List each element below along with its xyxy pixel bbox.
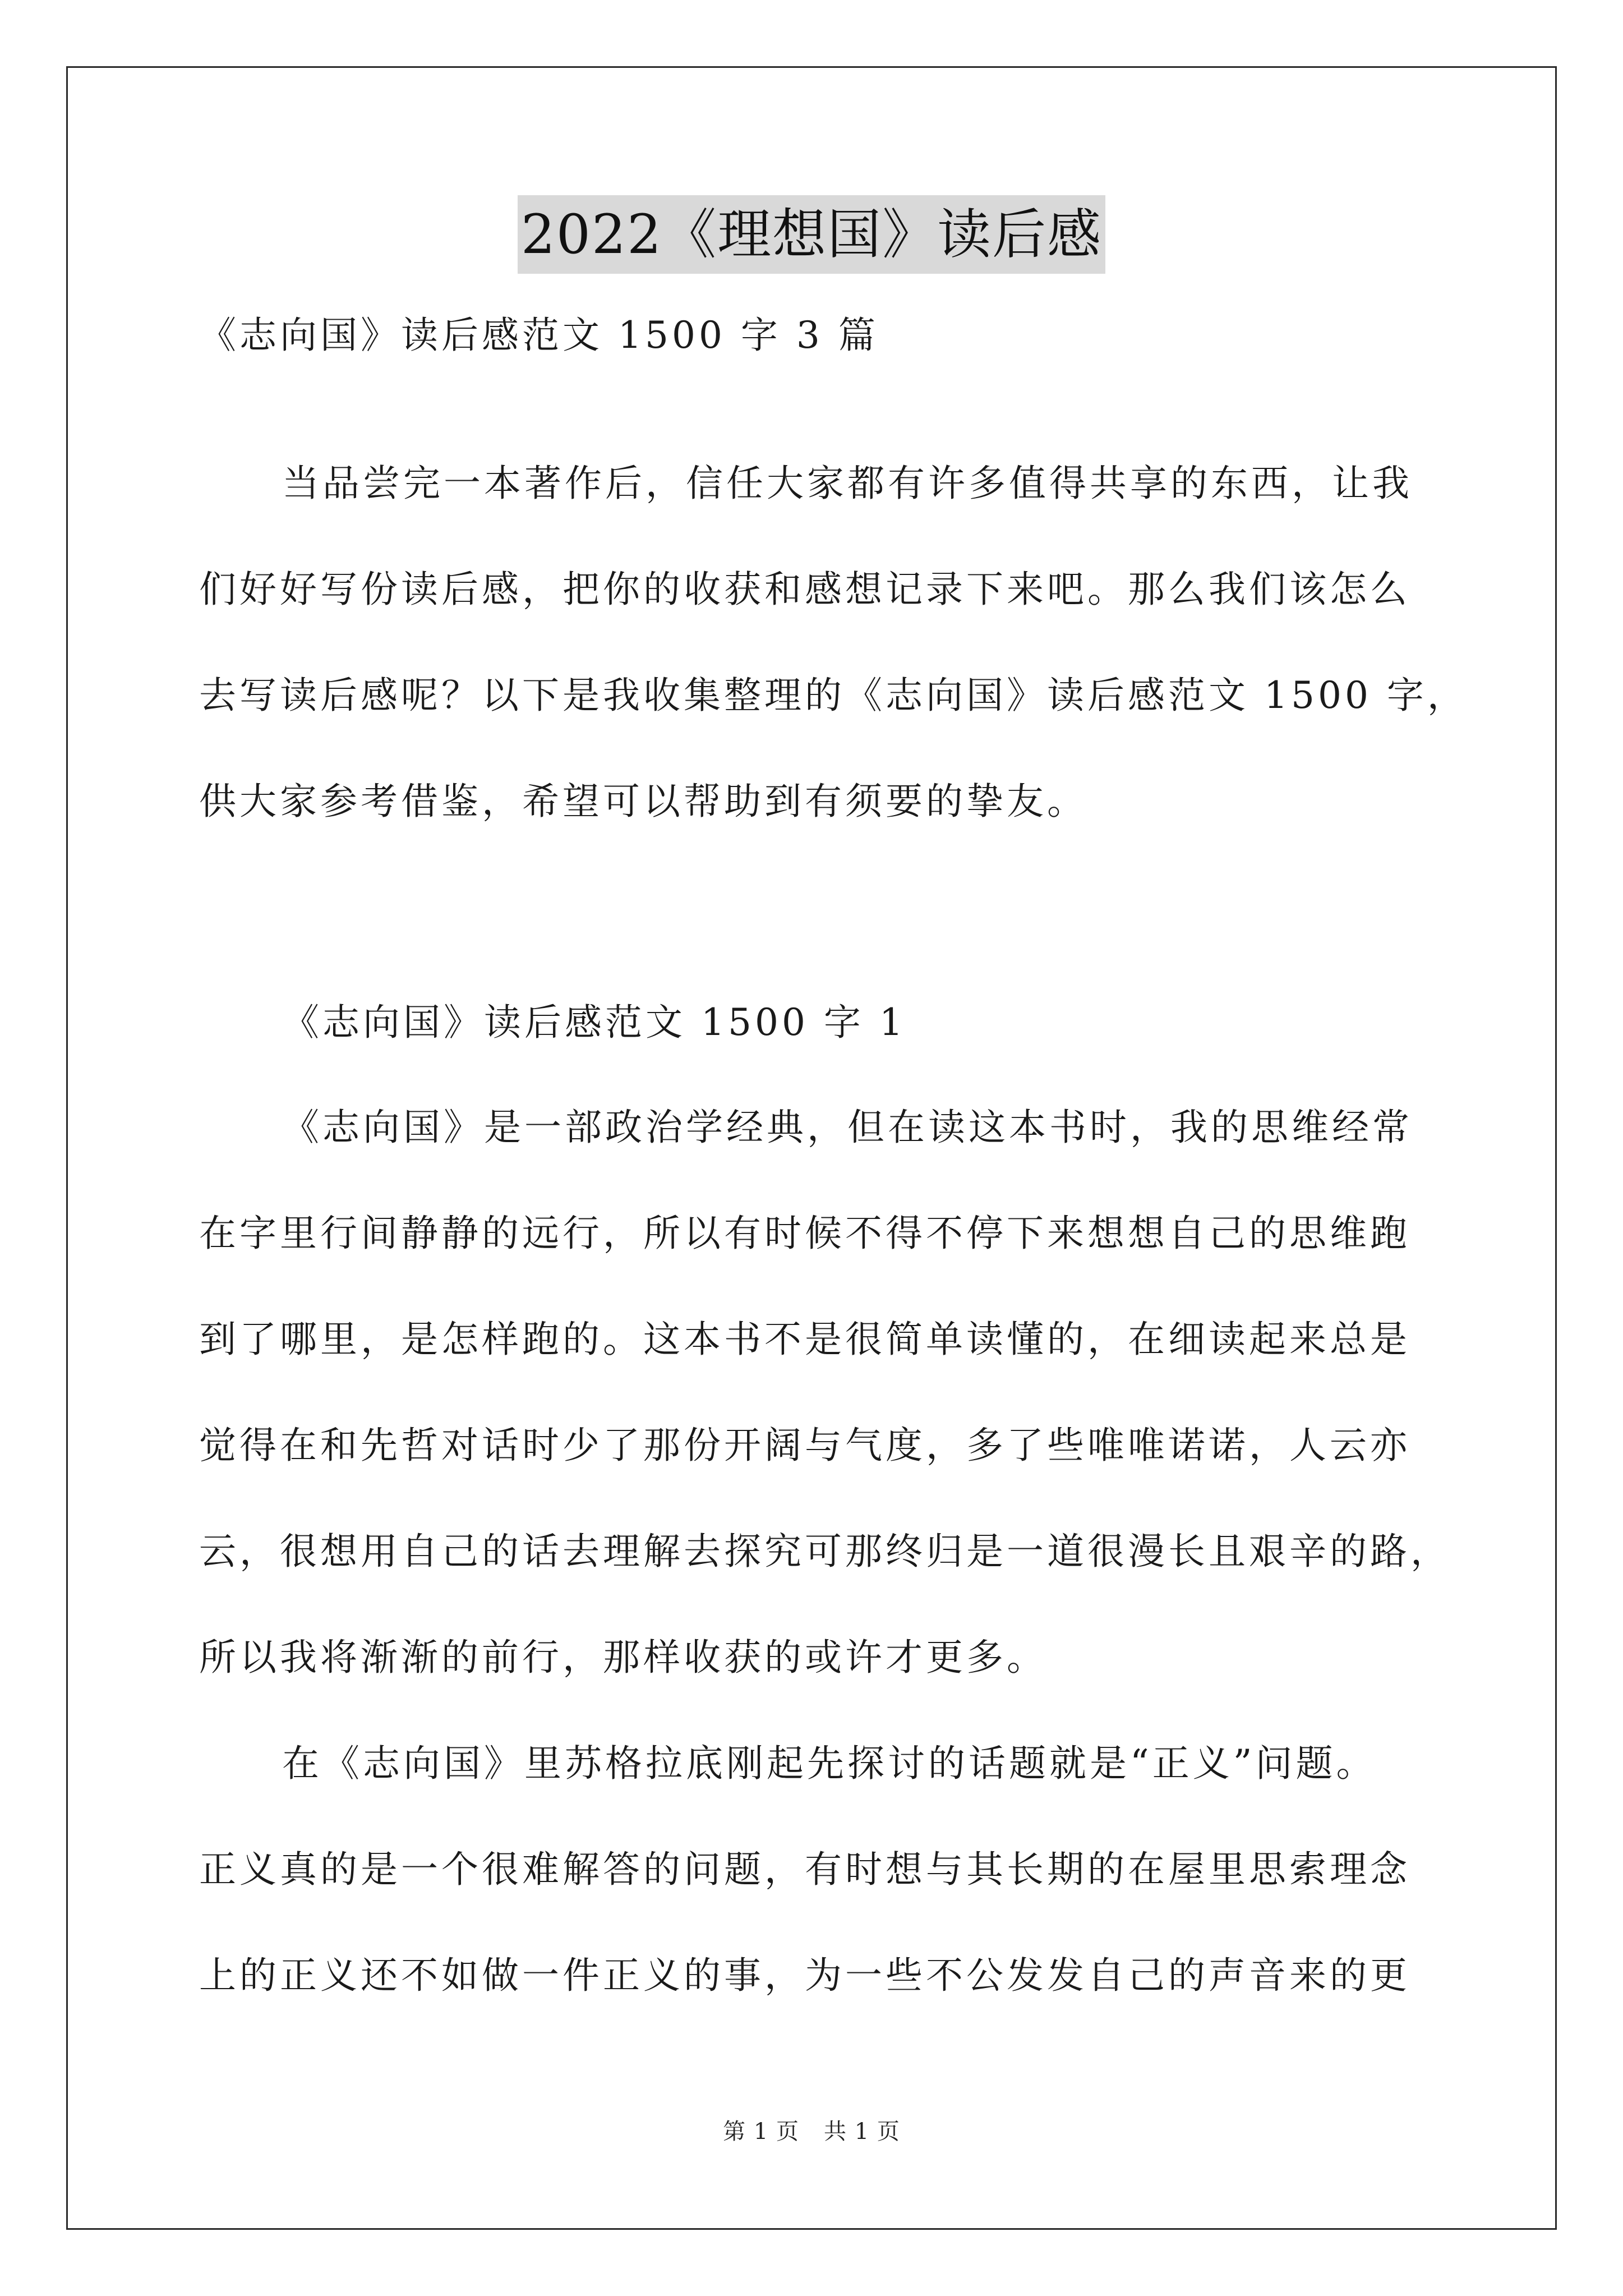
intro-line: 们好好写份读后感，把你的收获和感想记录下来吧。那么我们该怎么 bbox=[199, 568, 1410, 611]
paragraph-line: 上的正义还不如做一件正义的事，为一些不公发发自己的声音来的更 bbox=[199, 1954, 1410, 1997]
document-title: 2022《理想国》读后感 bbox=[518, 195, 1105, 274]
paragraph-line: 觉得在和先哲对话时少了那份开阔与气度，多了些唯唯诺诺，人云亦 bbox=[199, 1424, 1410, 1467]
paragraph-line: 在字里行间静静的远行，所以有时候不得不停下来想想自己的思维跑 bbox=[199, 1212, 1410, 1255]
intro-line: 当品尝完一本著作后，信任大家都有许多值得共享的东西，让我 bbox=[282, 462, 1413, 505]
intro-line: 供大家参考借鉴，希望可以帮助到有须要的挚友。 bbox=[199, 780, 1087, 823]
intro-line: 去写读后感呢？以下是我收集整理的《志向国》读后感范文 1500 字， bbox=[199, 674, 1468, 717]
paragraph-line: 云，很想用自己的话去理解去探究可那终归是一道很漫长且艰辛的路， bbox=[199, 1530, 1451, 1573]
section-heading: 《志向国》读后感范文 1500 字 1 bbox=[282, 1001, 906, 1044]
paragraph-line: 到了哪里，是怎样跑的。这本书不是很简单读懂的，在细读起来总是 bbox=[199, 1318, 1410, 1361]
total-pages: 共 1 页 bbox=[824, 2119, 900, 2145]
document-subtitle: 《志向国》读后感范文 1500 字 3 篇 bbox=[199, 314, 879, 357]
paragraph-line: 所以我将渐渐的前行，那样收获的或许才更多。 bbox=[199, 1636, 1047, 1679]
title-container bbox=[0, 195, 1623, 274]
page-footer bbox=[0, 2114, 1623, 2146]
paragraph-line: 正义真的是一个很难解答的问题，有时想与其长期的在屋里思索理念 bbox=[199, 1848, 1410, 1891]
page-number: 第 1 页 bbox=[723, 2119, 799, 2145]
paragraph-line: 在《志向国》里苏格拉底刚起先探讨的话题就是“正义”问题。 bbox=[282, 1742, 1377, 1785]
paragraph-line: 《志向国》是一部政治学经典，但在读这本书时，我的思维经常 bbox=[282, 1106, 1413, 1149]
